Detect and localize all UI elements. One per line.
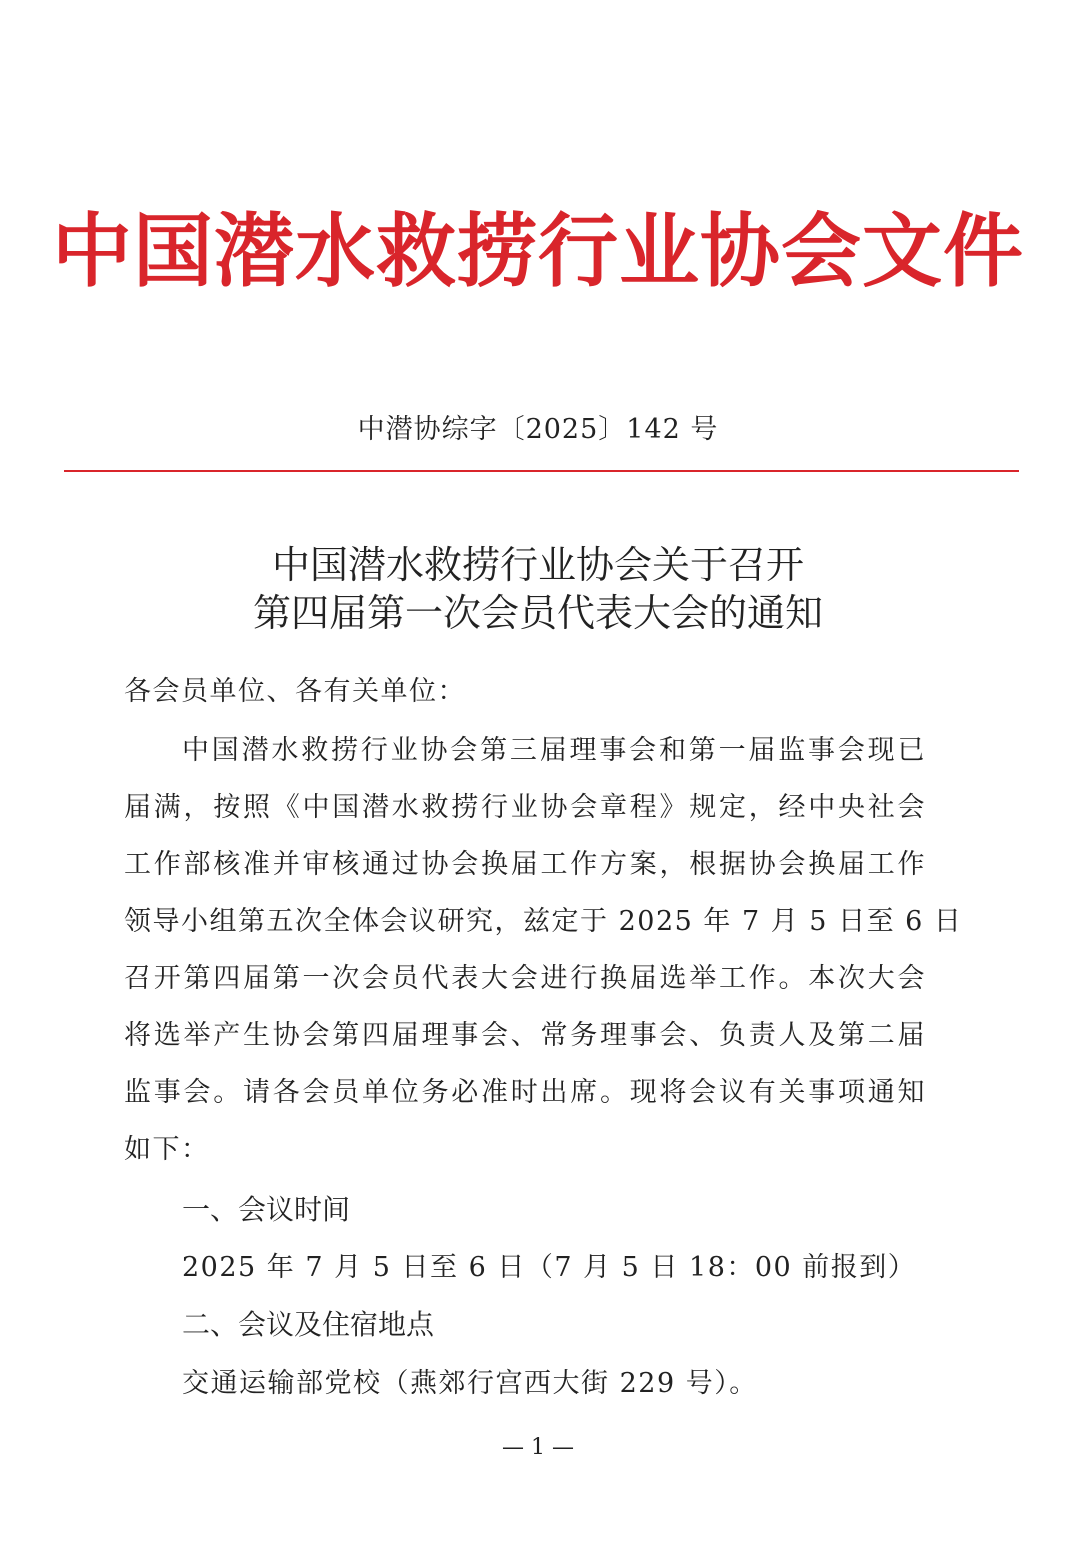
section-heading-venue: 二、会议及住宿地点: [182, 1308, 435, 1341]
body-line: 将选举产生协会第四届理事会、常务理事会、负责人及第二届: [124, 1020, 926, 1051]
notice-title-line-2: 第四届第一次会员代表大会的通知: [252, 591, 823, 635]
body-line: 召开第四届第一次会员代表大会进行换届选举工作。本次大会: [124, 963, 926, 994]
section-heading-meeting-time: 一、会议时间: [182, 1193, 351, 1226]
document-number: 中潜协综字〔2025〕142 号: [357, 414, 719, 445]
page-number: — 1 —: [502, 1435, 574, 1460]
masthead-title: 中国潜水救捞行业协会文件: [52, 204, 1024, 298]
section-content-venue: 交通运输部党校（燕郊行宫西大街 229 号）。: [182, 1368, 758, 1399]
red-divider-line: [64, 470, 1019, 472]
body-line: 工作部核准并审核通过协会换届工作方案，根据协会换届工作: [124, 849, 926, 880]
body-line: 如下：: [124, 1134, 210, 1165]
notice-title-line-1: 中国潜水救捞行业协会关于召开: [271, 543, 804, 587]
body-line: 届满，按照《中国潜水救捞行业协会章程》规定，经中央社会: [124, 792, 926, 823]
section-content-meeting-time: 2025 年 7 月 5 日至 6 日（7 月 5 日 18：00 前报到）: [182, 1252, 917, 1283]
body-line: 中国潜水救捞行业协会第三届理事会和第一届监事会现已: [182, 735, 926, 766]
salutation: 各会员单位、各有关单位：: [124, 676, 466, 707]
body-line: 监事会。请各会员单位务必准时出席。现将会议有关事项通知: [124, 1077, 926, 1108]
body-line: 领导小组第五次全体会议研究，兹定于 2025 年 7 月 5 日至 6 日: [124, 906, 963, 937]
